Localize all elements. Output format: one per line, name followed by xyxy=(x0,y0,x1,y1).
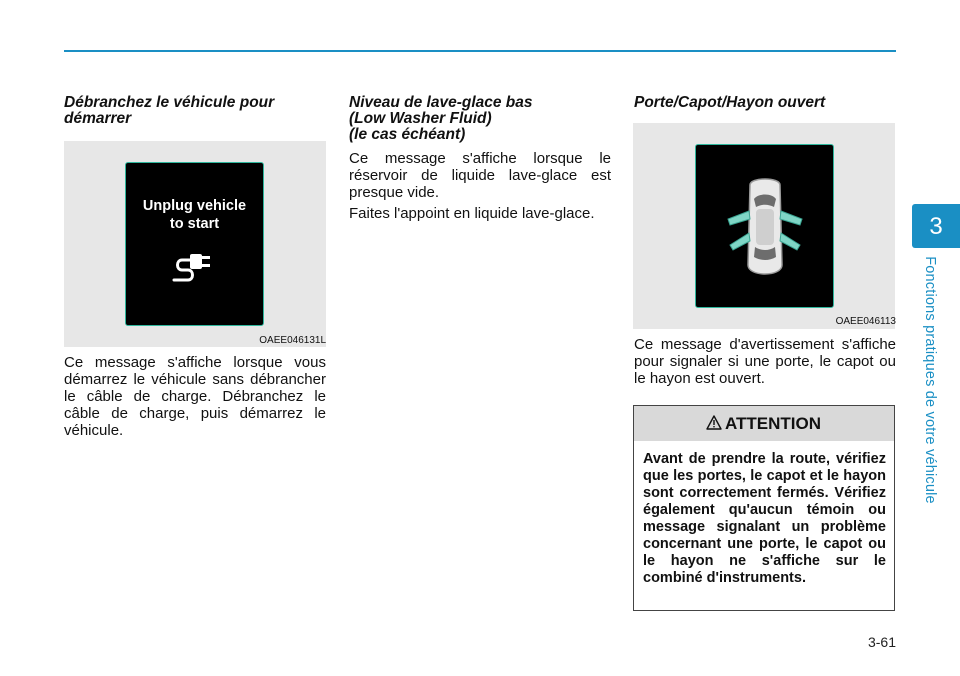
heading-washer: Niveau de lave-glace bas (Low Washer Fluid) (le cas échéant) xyxy=(349,94,533,143)
body-washer-1: Ce message s'affiche lorsque le réservoir de liquide lave-glace est presque vide. xyxy=(349,150,611,201)
cluster-screen-unplug xyxy=(125,162,264,326)
attention-box xyxy=(633,405,895,611)
top-rule xyxy=(64,50,896,52)
body-unplug: Ce message s'affiche lorsque vous démarrez le véhicule sans débrancher le câble de charge. Débranchez le câble de charge, puis démarrez le véhicule. xyxy=(64,354,326,439)
chapter-number: 3 xyxy=(929,213,943,240)
warning-triangle-icon xyxy=(706,415,722,430)
cluster-screen-doors xyxy=(695,144,834,308)
heading-door-open: Porte/Capot/Hayon ouvert xyxy=(634,94,826,111)
caption-unplug: OAEE046131L xyxy=(259,335,326,346)
chapter-tab xyxy=(912,204,960,248)
body-washer-2: Faites l'appoint en liquide lave-glace. xyxy=(349,205,595,222)
page-number: 3-61 xyxy=(867,634,896,650)
heading-unplug: Débranchez le véhicule pour démarrer xyxy=(64,94,275,127)
caption-door-open: OAEE046113 xyxy=(835,316,896,327)
car-doors-open-icon xyxy=(716,173,814,281)
attention-text: Avant de prendre la route, vérifiez que les portes, le capot et le hayon sont correctement fermés. Vérifiez également qu'aucun témoin ou message signalant un problème concernant une porte, le capot ou le hayon ne s'affiche sur le combiné d'instruments. xyxy=(643,451,886,586)
charging-plug-icon xyxy=(172,250,222,288)
screen-message: Unplug vehicle to start xyxy=(142,198,247,232)
body-door-open: Ce message d'avertissement s'affiche pour signaler si une porte, le capot ou le hayon est ouvert. xyxy=(634,336,896,387)
attention-title: ATTENTION xyxy=(725,414,822,433)
section-title-vertical: Fonctions pratiques de votre véhicule xyxy=(922,256,938,504)
attention-header xyxy=(634,406,894,441)
